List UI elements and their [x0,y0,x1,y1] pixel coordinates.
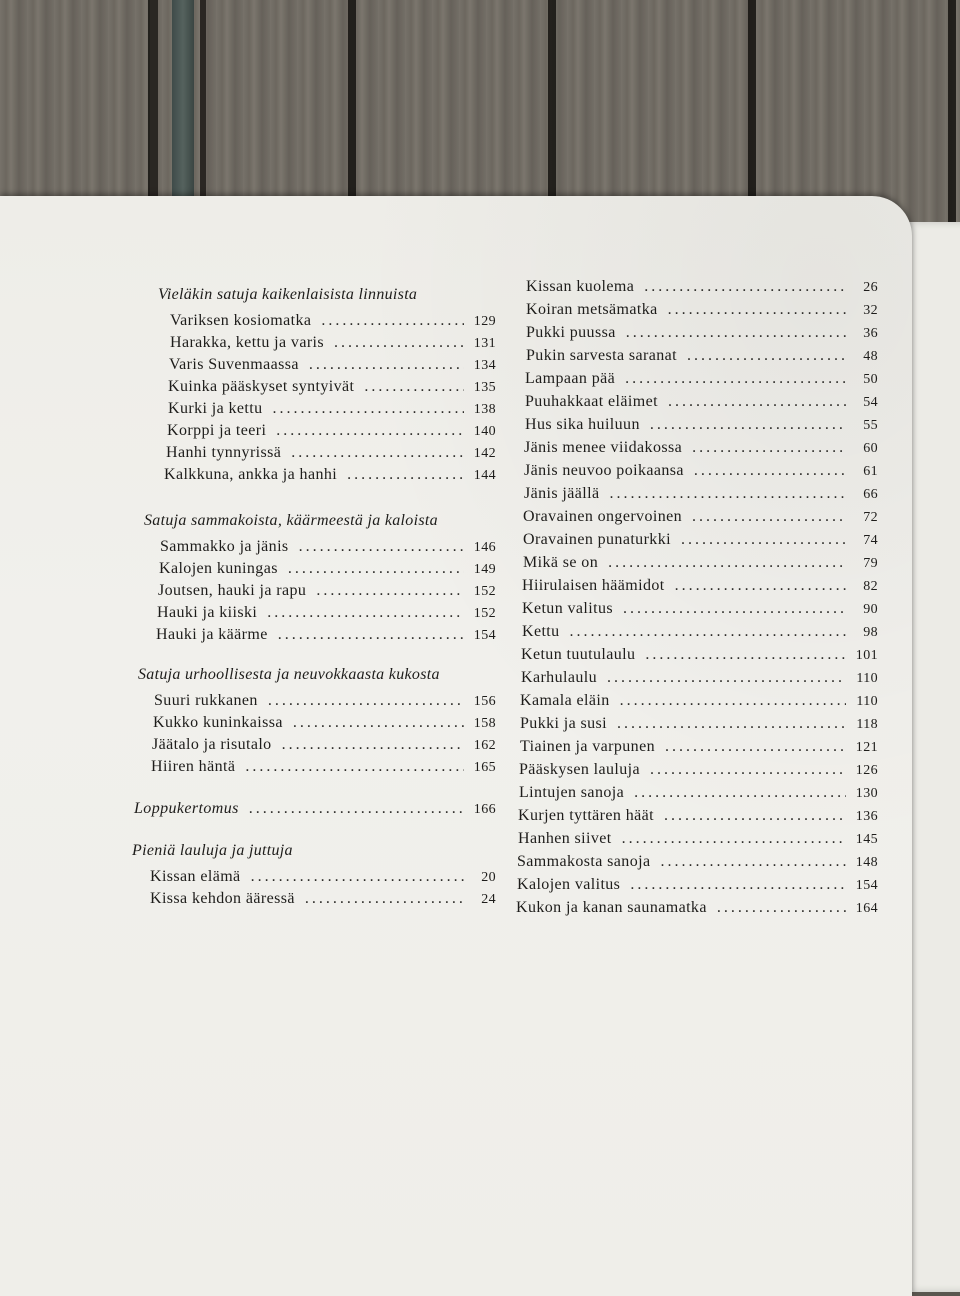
leader-dots [694,462,846,480]
entry-page: 130 [855,786,878,801]
toc-entry [157,604,496,622]
entry-title: Hiiren häntä [151,758,236,775]
toc-entry [519,761,878,779]
leader-dots [272,400,464,418]
toc-entry [158,582,496,600]
leader-dots [364,378,464,396]
toc-entry [519,784,878,802]
entry-title: Pääskysen lauluja [519,761,640,778]
leader-dots [276,422,464,440]
leader-dots [251,868,464,886]
leader-dots [245,758,464,776]
toc-entry [170,334,496,352]
entry-title: Kurki ja kettu [168,400,263,417]
entry-page: 24 [481,892,496,907]
entry-title: Oravainen punaturkki [523,531,671,548]
leader-dots [316,582,464,600]
leader-dots [267,604,464,622]
leader-dots [268,692,464,710]
entry-page: 121 [855,740,878,755]
leader-dots [309,356,464,374]
entry-title: Karhulaulu [521,669,597,686]
entry-page: 36 [863,326,878,341]
toc-entry [167,422,496,440]
leader-dots [692,508,846,526]
leader-dots [630,876,846,894]
toc-entry [522,623,878,641]
leader-dots [278,626,464,644]
entry-page: 60 [863,441,878,456]
toc-entry [524,462,878,480]
entry-title: Jänis jäällä [524,485,600,502]
entry-title: Joutsen, hauki ja rapu [158,582,307,599]
toc-entry [160,538,496,556]
entry-page: 79 [863,556,878,571]
entry-page: 131 [473,336,496,351]
toc-entry [152,736,496,754]
entry-title: Kukko kuninkaissa [153,714,283,731]
leader-dots [622,830,846,848]
toc-entry [526,324,878,342]
entry-title: Ketun valitus [522,600,613,617]
toc-entry [159,560,496,578]
entry-page: 135 [473,380,496,395]
entry-title: Hauki ja käärme [156,626,268,643]
toc-entry [517,876,878,894]
toc-entry [525,370,878,388]
leader-dots [334,334,464,352]
entry-title: Ketun tuutulaulu [521,646,636,663]
leader-dots [288,560,464,578]
entry-page: 50 [863,372,878,387]
entry-title: Kuinka pääskyset syntyivät [168,378,355,395]
leader-dots [626,324,846,342]
toc-entry [520,692,878,710]
entry-title: Kurjen tyttären häät [518,807,654,824]
entry-title: Sammakko ja jänis [160,538,289,555]
leader-dots [717,899,846,917]
entry-page: 55 [863,418,878,433]
leader-dots [620,692,846,710]
toc-entry-loppukertomus [134,800,496,818]
entry-page: 32 [863,303,878,318]
entry-page: 136 [855,809,878,824]
entry-page: 98 [863,625,878,640]
entry-page: 164 [855,901,878,916]
toc-entry [169,356,496,374]
leader-dots [623,600,846,618]
leader-dots [609,485,846,503]
entry-title: Koiran metsämatka [526,301,658,318]
entry-title: Pukin sarvesta saranat [526,347,677,364]
toc-entry [168,400,496,418]
toc-entry [516,899,878,917]
entry-page: 48 [863,349,878,364]
entry-page: 146 [473,540,496,555]
entry-title: Puuhakkaat eläimet [525,393,658,410]
leader-dots [664,807,846,825]
entry-title: Lampaan pää [525,370,616,387]
leader-dots [608,554,846,572]
entry-title: Jäätalo ja risutalo [152,736,272,753]
entry-page: 61 [863,464,878,479]
toc-entry [523,508,878,526]
entry-page: 72 [863,510,878,525]
entry-page: 154 [473,628,496,643]
leader-dots [291,444,464,462]
leader-dots [650,761,846,779]
leader-dots [650,416,846,434]
entry-page: 142 [473,446,496,461]
toc-entry [151,758,496,776]
toc-entry [520,715,878,733]
toc-entry [170,312,496,330]
entry-page: 144 [473,468,496,483]
leader-dots [321,312,464,330]
entry-title: Jänis neuvoo poikaansa [524,462,684,479]
entry-title: Pukki puussa [526,324,616,341]
entry-title: Kissa kehdon ääressä [150,890,295,907]
entry-title: Hanhi tynnyrissä [166,444,282,461]
entry-page: 66 [863,487,878,502]
entry-page: 165 [473,760,496,775]
leader-dots [249,800,464,818]
leader-dots [282,736,464,754]
entry-page: 126 [855,763,878,778]
entry-page: 118 [856,717,878,732]
leader-dots [625,370,846,388]
entry-title: Hiirulaisen häämidot [522,577,665,594]
toc-entry [522,577,878,595]
entry-page: 149 [473,562,496,577]
entry-page: 152 [473,606,496,621]
entry-page: 166 [473,802,496,817]
entry-page: 110 [856,694,878,709]
entry-title: Korppi ja teeri [167,422,267,439]
entry-title: Oravainen ongervoinen [523,508,683,525]
toc-entry [525,393,878,411]
entry-page: 90 [863,602,878,617]
toc-entry [520,738,878,756]
entry-page: 101 [855,648,878,663]
entry-page: 138 [473,402,496,417]
toc-entry [526,278,878,296]
toc-entry [168,378,496,396]
entry-title: Loppukertomus [134,800,239,817]
leader-dots [634,784,846,802]
entry-title: Kissan kuolema [526,278,635,295]
entry-title: Pukki ja susi [520,715,607,732]
toc-entry [164,466,496,484]
entry-page: 20 [481,870,496,885]
entry-page: 152 [473,584,496,599]
entry-page: 156 [473,694,496,709]
toc-entry [518,830,878,848]
entry-title: Sammakosta sanoja [517,853,651,870]
toc-entry [153,714,496,732]
leader-dots [607,669,846,687]
toc-entry [526,301,878,319]
entry-page: 74 [863,533,878,548]
entry-page: 129 [473,314,496,329]
entry-title: Kalojen valitus [517,876,621,893]
entry-title: Kukon ja kanan saunamatka [516,899,707,916]
leader-dots [617,715,846,733]
leader-dots [668,393,846,411]
entry-title: Kalojen kuningas [159,560,278,577]
section-title-frogs: Satuja sammakoista, käärmeestä ja kaloista [144,512,438,529]
toc-entry [522,600,878,618]
entry-page: 148 [855,855,878,870]
right-column [500,196,900,1196]
leader-dots [692,439,846,457]
book-page [0,196,912,1296]
entry-page: 82 [863,579,878,594]
entry-title: Kamala eläin [520,692,610,709]
entry-page: 54 [863,395,878,410]
entry-page: 154 [855,878,878,893]
entry-title: Kissan elämä [150,868,241,885]
toc-entry [523,554,878,572]
entry-title: Kalkkuna, ankka ja hanhi [164,466,338,483]
section-title-birds: Vieläkin satuja kaikenlaisista linnuista [158,286,418,303]
leader-dots [660,853,846,871]
entry-page: 162 [473,738,496,753]
entry-title: Varis Suvenmaassa [169,356,299,373]
leader-dots [665,738,846,756]
toc-entry [521,646,878,664]
toc-entry [154,692,496,710]
entry-title: Harakka, kettu ja varis [170,334,325,351]
leader-dots [305,890,464,908]
wood-stain [172,0,194,220]
entry-title: Kettu [522,623,560,640]
toc-entry [524,439,878,457]
leader-dots [293,714,464,732]
leader-dots [675,577,846,595]
entry-title: Tiainen ja varpunen [520,738,655,755]
toc-entry [523,531,878,549]
entry-title: Hanhen siivet [518,830,612,847]
section-title-songs: Pieniä lauluja ja juttuja [132,842,293,859]
leader-dots [687,347,846,365]
toc-entry [521,669,878,687]
leader-dots [645,646,846,664]
toc-entry [525,416,878,434]
entry-title: Jänis menee viidakossa [524,439,683,456]
toc-entry [156,626,496,644]
toc-entry [150,868,496,886]
leader-dots [347,466,464,484]
entry-title: Hauki ja kiiski [157,604,258,621]
entry-page: 145 [855,832,878,847]
facing-page-edge [905,222,960,1292]
leader-dots [570,623,846,641]
toc-entry [166,444,496,462]
toc-entry [150,890,496,908]
toc-entry [518,807,878,825]
section-title-rooster: Satuja urhoollisesta ja neuvokkaasta kukosta [138,666,440,683]
entry-title: Suuri rukkanen [154,692,258,709]
entry-page: 140 [473,424,496,439]
leader-dots [299,538,464,556]
entry-page: 26 [863,280,878,295]
toc-entry [524,485,878,503]
toc-entry [526,347,878,365]
entry-title: Lintujen sanoja [519,784,625,801]
leader-dots [681,531,846,549]
entry-title: Hus sika huiluun [525,416,640,433]
entry-title: Mikä se on [523,554,599,571]
entry-title: Variksen kosiomatka [170,312,312,329]
entry-page: 134 [473,358,496,373]
entry-page: 158 [473,716,496,731]
entry-page: 110 [856,671,878,686]
left-column [0,196,520,1196]
leader-dots [644,278,846,296]
toc-entry [517,853,878,871]
leader-dots [668,301,846,319]
